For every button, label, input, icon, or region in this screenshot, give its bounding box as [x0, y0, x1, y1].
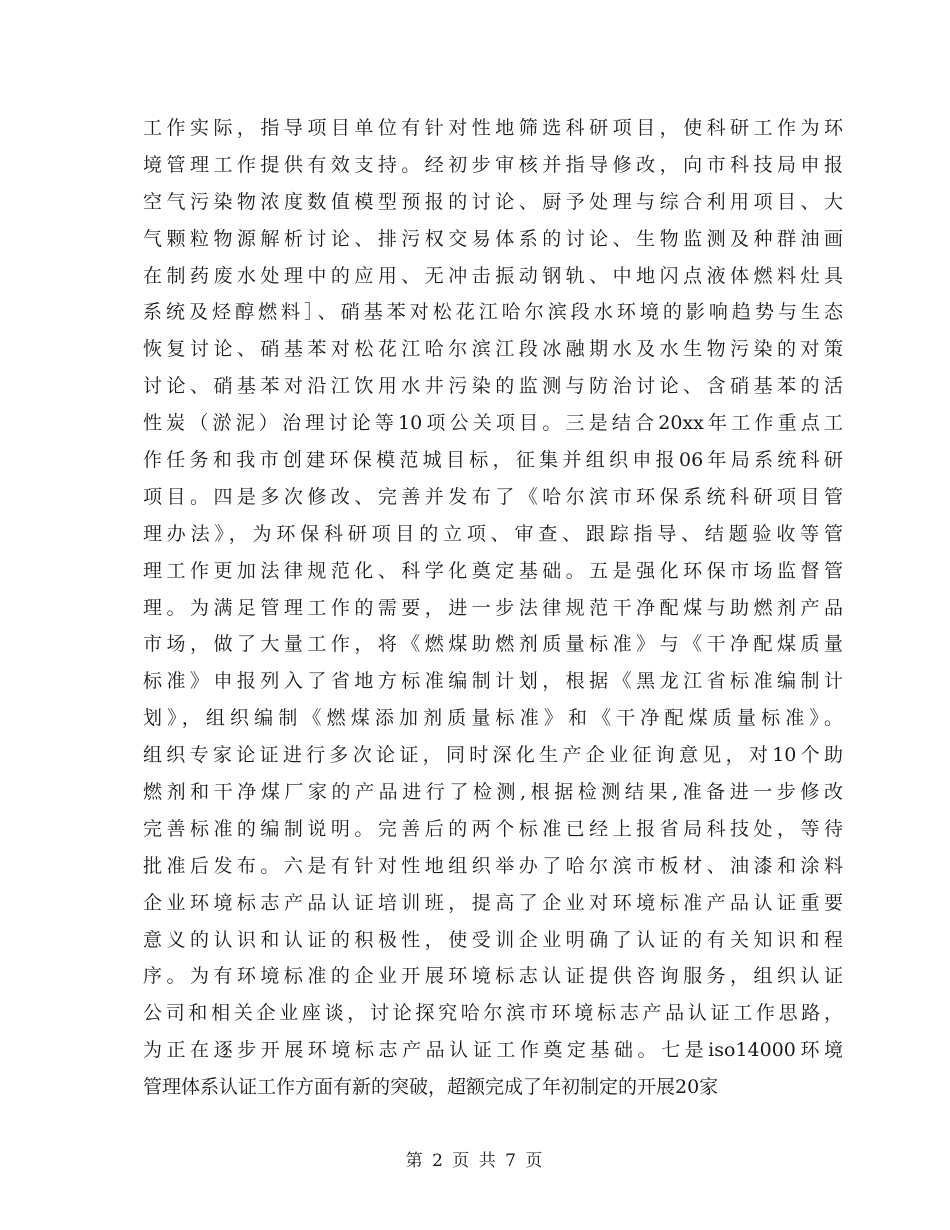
page-number: 第 2 页 共 7 页: [405, 1151, 545, 1171]
text-line: 性炭（淤泥）治理讨论等10项公关项目。三是结合20xx年工作重点工: [143, 412, 843, 435]
text-line: 意义的认识和认证的积极性，使受训企业明确了认证的有关知识和程: [143, 928, 843, 951]
text-line: 划》，组织编制《燃煤添加剂质量标准》和《干净配煤质量标准》。: [143, 707, 843, 730]
text-line: 完善标准的编制说明。完善后的两个标准已经上报省局科技处，等待: [143, 817, 843, 840]
text-line: 理。为满足管理工作的需要，进一步法律规范干净配煤与助燃剂产品: [143, 596, 843, 619]
text-line: 在制药废水处理中的应用、无冲击振动钢轨、中地闪点液体燃料灶具: [143, 264, 843, 287]
text-line: 标准》申报列入了省地方标准编制计划，根据《黑龙江省标准编制计: [143, 670, 843, 693]
text-line: 空气污染物浓度数值模型预报的讨论、厨予处理与综合利用项目、大: [143, 190, 843, 213]
text-line: 理办法》，为环保科研项目的立项、审查、跟踪指导、结题验收等管: [143, 522, 843, 545]
text-line: 燃剂和干净煤厂家的产品进行了检测,根据检测结果,准备进一步修改: [143, 781, 843, 804]
text-line: 工作实际，指导项目单位有针对性地筛选科研项目，使科研工作为环: [143, 117, 843, 139]
text-line: 项目。四是多次修改、完善并发布了《哈尔滨市环保系统科研项目管: [143, 485, 843, 508]
text-line: 为正在逐步开展环境标志产品认证工作奠定基础。七是iso14000环境: [143, 1039, 843, 1062]
text-line: 公司和相关企业座谈，讨论探究哈尔滨市环境标志产品认证工作思路，: [143, 1002, 843, 1025]
text-line: 管理体系认证工作方面有新的突破，超额完成了年初制定的开展20家: [143, 1076, 719, 1099]
text-line: 讨论、硝基苯对沿江饮用水井污染的监测与防治讨论、含硝基苯的活: [143, 375, 843, 398]
body-paragraph: [143, 110, 843, 1106]
text-line: 市场，做了大量工作，将《燃煤助燃剂质量标准》与《干净配煤质量: [143, 633, 843, 656]
text-line: 企业环境标志产品认证培训班，提高了企业对环境标准产品认证重要: [143, 891, 843, 914]
text-line: 境管理工作提供有效支持。经初步审核并指导修改，向市科技局申报: [143, 153, 843, 176]
text-line: 恢复讨论、硝基苯对松花江哈尔滨江段冰融期水及水生物污染的对策: [143, 338, 843, 361]
text-line: 气颗粒物源解析讨论、排污权交易体系的讨论、生物监测及种群油画: [143, 227, 843, 250]
text-line: 批准后发布。六是有针对性地组织举办了哈尔滨市板材、油漆和涂料: [143, 854, 843, 877]
text-line: 作任务和我市创建环保模范城目标，征集并组织申报06年局系统科研: [143, 449, 843, 472]
text-line: 组织专家论证进行多次论证，同时深化生产企业征询意见，对10个助: [143, 744, 843, 767]
text-line: 理工作更加法律规范化、科学化奠定基础。五是强化环保市场监督管: [143, 559, 843, 582]
text-line: 系统及烃醇燃料］、硝基苯对松花江哈尔滨段水环境的影响趋势与生态: [143, 301, 843, 324]
text-line: 序。为有环境标准的企业开展环境标志认证提供咨询服务，组织认证: [143, 965, 843, 988]
